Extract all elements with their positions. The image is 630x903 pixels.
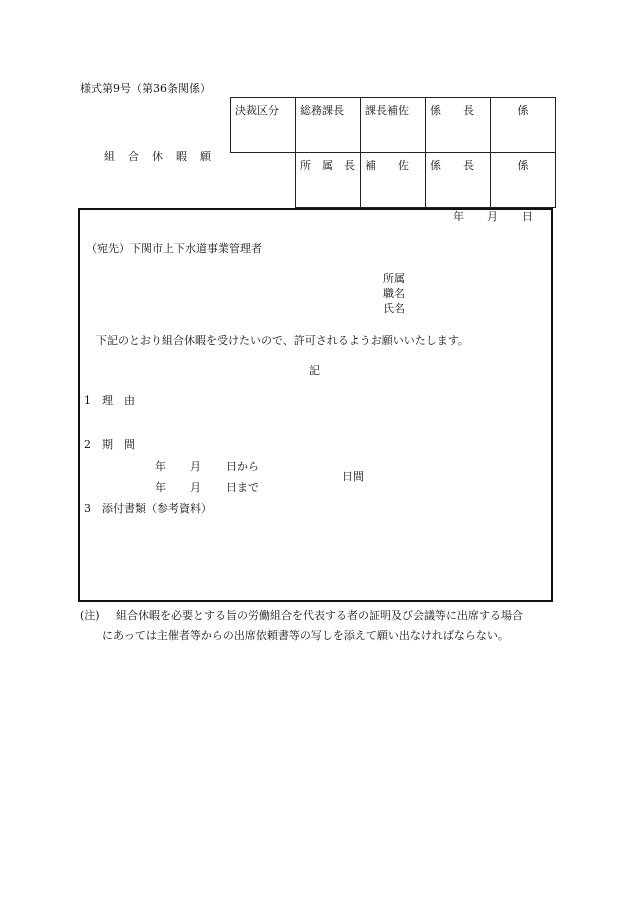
note-line-1: 組合休暇を必要とする旨の労働組合を代表する者の証明及び会議等に出席する場合	[116, 609, 523, 622]
date-month: 月	[487, 210, 498, 223]
note-label: (注)	[80, 609, 100, 622]
approval-cell-assistant: 補 佐	[361, 153, 426, 208]
item-2-number: 2	[84, 438, 91, 451]
approval-cell-staff-2: 係	[491, 153, 556, 208]
applicant-position: 職名	[383, 287, 405, 300]
applicant-affiliation: 所属	[383, 272, 405, 285]
period-from-day: 日から	[226, 460, 259, 473]
applicant-name: 氏名	[383, 302, 405, 315]
approval-cell-section-head-2: 係 長	[426, 153, 491, 208]
period-from-year: 年	[155, 460, 166, 473]
approval-stamp-table	[230, 97, 556, 208]
item-2-period-label: 期 間	[102, 438, 135, 451]
application-box	[78, 208, 553, 602]
period-from-month: 月	[190, 460, 201, 473]
approval-cell-staff-1: 係	[491, 98, 556, 153]
period-to-day: 日まで	[226, 481, 259, 494]
approval-cell-category: 決裁区分	[231, 98, 296, 153]
note-line-2: にあっては主催者等からの出席依頼書等の写しを添えて願い出なければならない。	[102, 629, 509, 642]
approval-cell-general-affairs-chief: 総務課長	[296, 98, 361, 153]
date-day: 日	[522, 210, 533, 223]
addressee: （宛先）下関市上下水道事業管理者	[86, 242, 262, 255]
item-1-reason-label: 理 由	[102, 394, 135, 407]
item-1-number: 1	[84, 394, 91, 407]
approval-cell-empty	[231, 153, 296, 208]
period-days: 日間	[342, 470, 364, 483]
ki-heading: 記	[309, 364, 320, 377]
approval-cell-department-head: 所 属 長	[296, 153, 361, 208]
item-3-attachments-label: 添付書類（参考資料）	[102, 502, 212, 515]
approval-cell-section-head-1: 係 長	[426, 98, 491, 153]
form-title: 組 合 休 暇 願	[104, 150, 212, 163]
request-text: 下記のとおり組合休暇を受けたいので、許可されるようお願いいたします。	[96, 334, 469, 347]
period-to-year: 年	[155, 481, 166, 494]
approval-cell-deputy-chief: 課長補佐	[361, 98, 426, 153]
period-to-month: 月	[190, 481, 201, 494]
date-year: 年	[453, 210, 464, 223]
item-3-number: 3	[84, 502, 91, 515]
form-number: 様式第9号（第36条関係）	[80, 82, 211, 95]
